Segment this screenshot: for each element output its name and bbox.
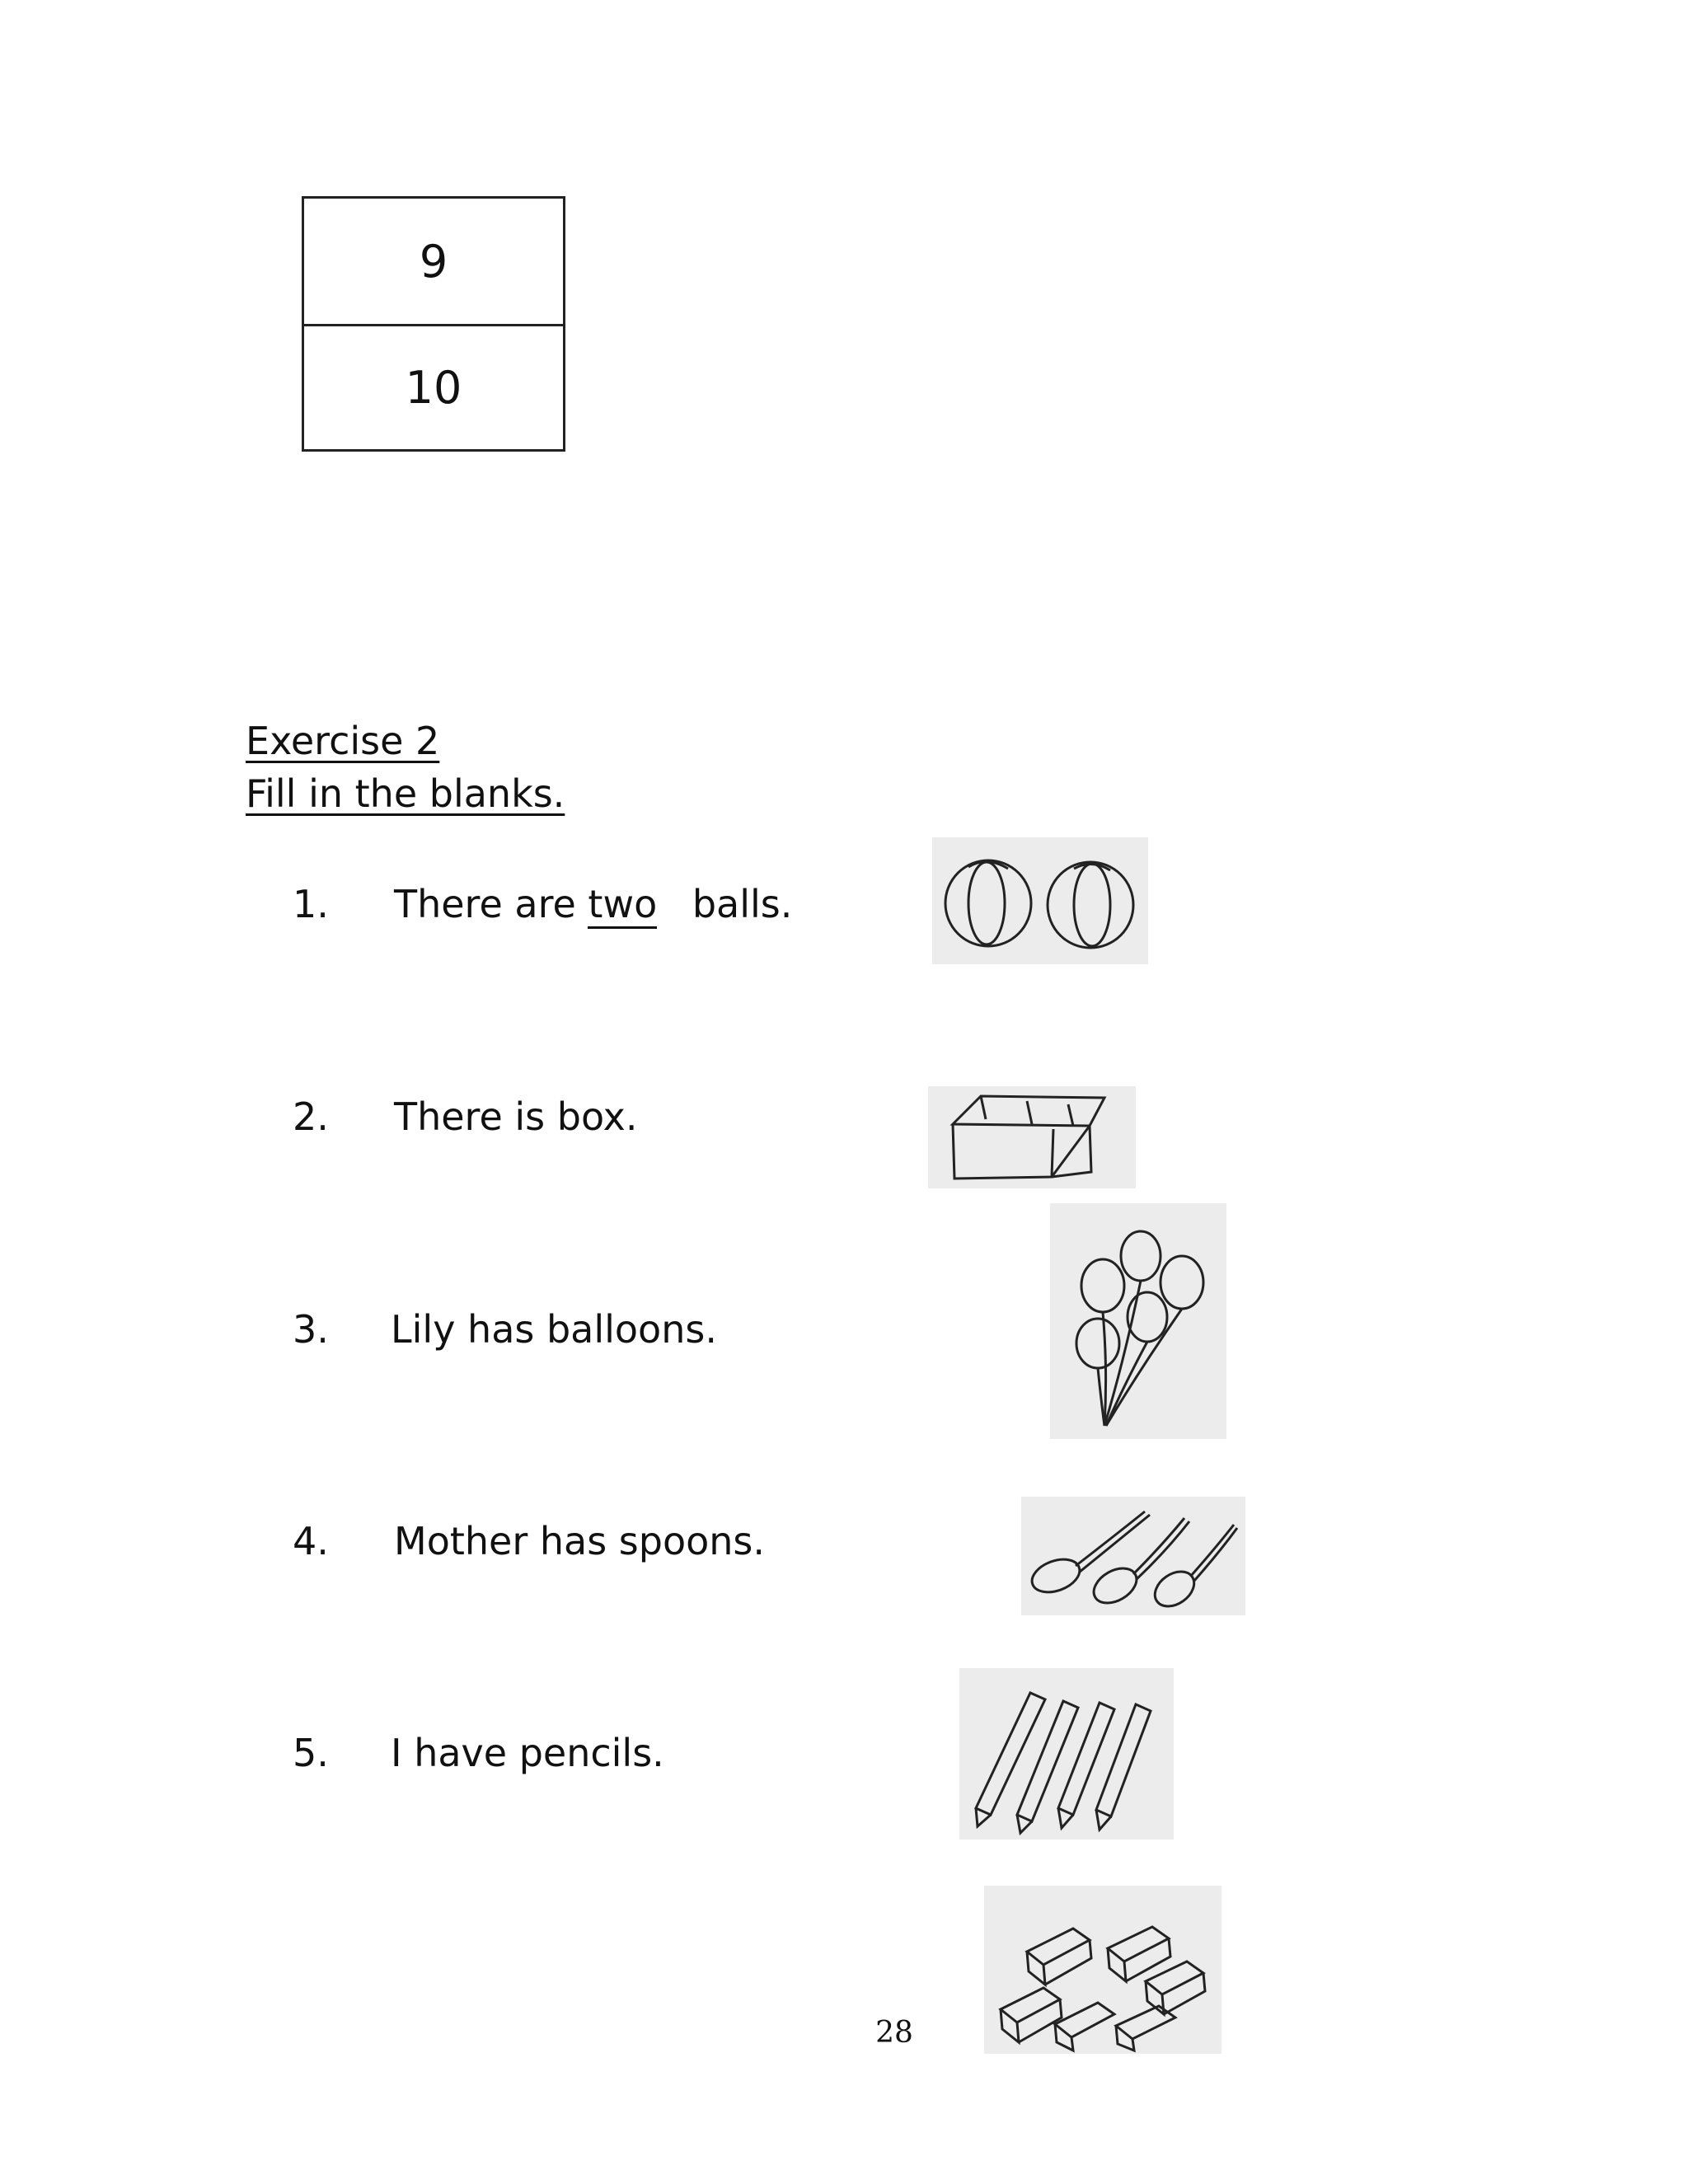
question-number: 1.	[293, 882, 329, 926]
question-number: 4.	[293, 1519, 329, 1563]
balloons-drawing	[1050, 1203, 1226, 1439]
page-number: 28	[875, 2016, 913, 2050]
erasers-drawing	[984, 1886, 1221, 2054]
number-cell: 10	[304, 324, 563, 449]
question-text-before: There is	[394, 1094, 546, 1139]
answer-blank[interactable]: two	[588, 882, 657, 929]
question-text-after: spoons.	[618, 1519, 765, 1563]
question-text-after: pencils.	[518, 1731, 664, 1775]
question-text-before: Lily has	[391, 1307, 535, 1352]
question-text-before: Mother has	[394, 1519, 607, 1563]
box-drawing	[928, 1086, 1136, 1188]
exercise-instruction: Fill in the blanks.	[246, 771, 565, 816]
question-number: 5.	[293, 1731, 329, 1775]
question-text-before: There are	[394, 882, 576, 926]
spoons-drawing	[1021, 1497, 1245, 1615]
number-table	[302, 196, 565, 452]
number-cell: 9	[419, 235, 448, 288]
question-text-after: balls.	[692, 882, 793, 926]
pencils-drawing	[959, 1668, 1174, 1840]
question-text-after: box.	[556, 1094, 638, 1139]
exercise-title: Exercise 2	[246, 719, 440, 763]
question-number: 3.	[293, 1307, 329, 1352]
question-text-before: I have	[391, 1731, 508, 1775]
question-number: 2.	[293, 1094, 329, 1139]
question-text-after: balloons.	[546, 1307, 717, 1352]
two-balls-drawing	[932, 837, 1148, 964]
